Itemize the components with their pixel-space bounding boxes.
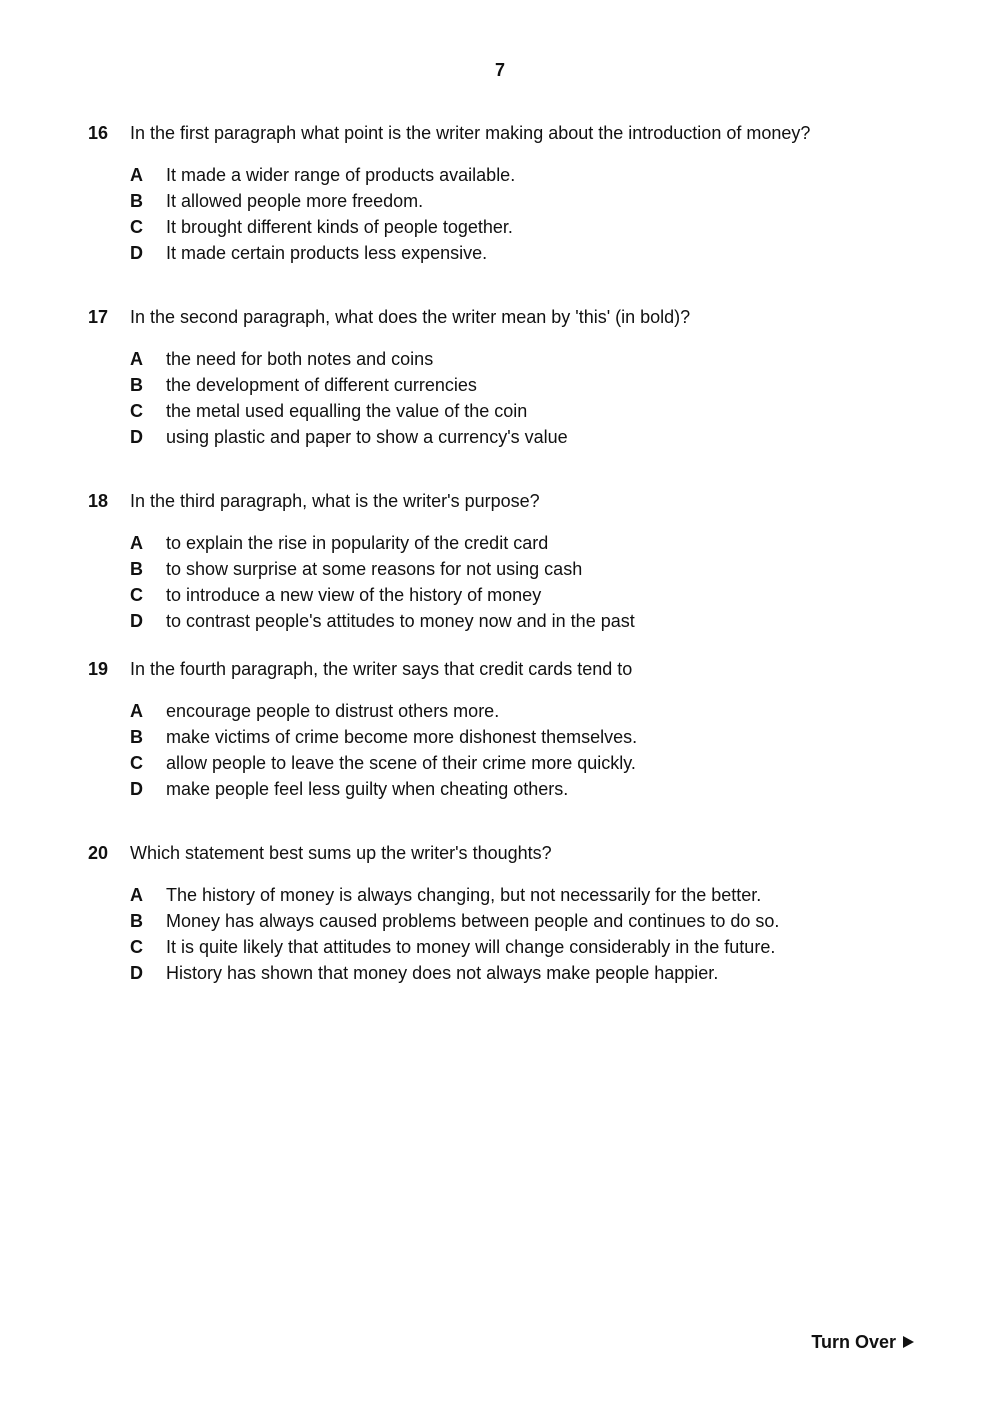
option-c <box>130 585 918 611</box>
option-text: the need for both notes and coins <box>166 349 434 369</box>
option-letter: C <box>130 401 143 421</box>
option-text: the development of different currencies <box>166 375 477 395</box>
option-text: to explain the rise in popularity of the credit card <box>166 533 549 553</box>
option-text: encourage people to distrust others more. <box>166 701 500 721</box>
question-number: 19 <box>88 659 109 679</box>
option-a <box>130 165 918 191</box>
option-text: It made certain products less expensive. <box>166 243 488 263</box>
option-letter: A <box>130 701 143 721</box>
option-text: to introduce a new view of the history of money <box>166 585 542 605</box>
option-a <box>130 885 918 911</box>
answer-options <box>88 349 918 453</box>
question-number: 17 <box>88 307 109 327</box>
option-c <box>130 937 918 963</box>
option-letter: C <box>130 217 143 237</box>
option-text: Money has always caused problems between people and continues to do so. <box>166 911 780 931</box>
answer-options <box>88 701 918 805</box>
question-16 <box>88 123 918 269</box>
option-letter: A <box>130 349 143 369</box>
question-text: In the fourth paragraph, the writer says that credit cards tend to <box>130 659 633 679</box>
option-letter: D <box>130 611 143 631</box>
option-b <box>130 375 918 401</box>
turn-over-label: Turn Over <box>811 1332 896 1352</box>
option-b <box>130 191 918 217</box>
answer-options <box>88 533 918 637</box>
option-c <box>130 753 918 779</box>
option-letter: C <box>130 585 143 605</box>
option-letter: A <box>130 165 143 185</box>
option-c <box>130 401 918 427</box>
option-text: It brought different kinds of people together. <box>166 217 513 237</box>
answer-options <box>88 885 918 989</box>
option-a <box>130 533 918 559</box>
option-letter: B <box>130 559 143 579</box>
option-text: It made a wider range of products available. <box>166 165 516 185</box>
option-c <box>130 217 918 243</box>
option-letter: D <box>130 243 143 263</box>
option-d <box>130 611 918 637</box>
question-text: In the third paragraph, what is the writer's purpose? <box>130 491 540 511</box>
option-letter: B <box>130 911 143 931</box>
question-text: In the first paragraph what point is the writer making about the introduction of money? <box>130 123 811 143</box>
option-text: to show surprise at some reasons for not using cash <box>166 559 583 579</box>
question-17 <box>88 307 918 453</box>
option-d <box>130 963 918 989</box>
question-text: In the second paragraph, what does the writer mean by 'this' (in bold)? <box>130 307 691 327</box>
option-d <box>130 779 918 805</box>
option-letter: B <box>130 727 143 747</box>
option-text: History has shown that money does not always make people happier. <box>166 963 719 983</box>
option-text: It allowed people more freedom. <box>166 191 424 211</box>
option-b <box>130 911 918 937</box>
option-b <box>130 727 918 753</box>
option-text: It is quite likely that attitudes to money will change considerably in the future. <box>166 937 776 957</box>
option-letter: C <box>130 753 143 773</box>
option-d <box>130 243 918 269</box>
option-letter: A <box>130 885 143 905</box>
page-number: 7 <box>494 60 505 80</box>
option-text: The history of money is always changing, but not necessarily for the better. <box>166 885 762 905</box>
question-18 <box>88 491 918 637</box>
right-triangle-icon <box>903 1336 914 1348</box>
option-text: make people feel less guilty when cheating others. <box>166 779 569 799</box>
option-text: to contrast people's attitudes to money now and in the past <box>166 611 635 631</box>
option-text: make victims of crime become more dishonest themselves. <box>166 727 638 747</box>
option-text: using plastic and paper to show a currency's value <box>166 427 568 447</box>
option-letter: B <box>130 191 143 211</box>
option-b <box>130 559 918 585</box>
option-letter: D <box>130 427 143 447</box>
question-text: Which statement best sums up the writer's thoughts? <box>130 843 552 863</box>
option-text: the metal used equalling the value of the coin <box>166 401 528 421</box>
option-d <box>130 427 918 453</box>
question-20 <box>88 843 918 989</box>
option-letter: D <box>130 779 143 799</box>
turn-over-footer <box>811 1332 914 1353</box>
option-letter: B <box>130 375 143 395</box>
question-19 <box>88 659 918 805</box>
option-letter: A <box>130 533 143 553</box>
option-letter: C <box>130 937 143 957</box>
answer-options <box>88 165 918 269</box>
option-a <box>130 349 918 375</box>
question-number: 20 <box>88 843 109 863</box>
question-number: 18 <box>88 491 109 511</box>
option-a <box>130 701 918 727</box>
option-letter: D <box>130 963 143 983</box>
question-number: 16 <box>88 123 109 143</box>
option-text: allow people to leave the scene of their crime more quickly. <box>166 753 636 773</box>
